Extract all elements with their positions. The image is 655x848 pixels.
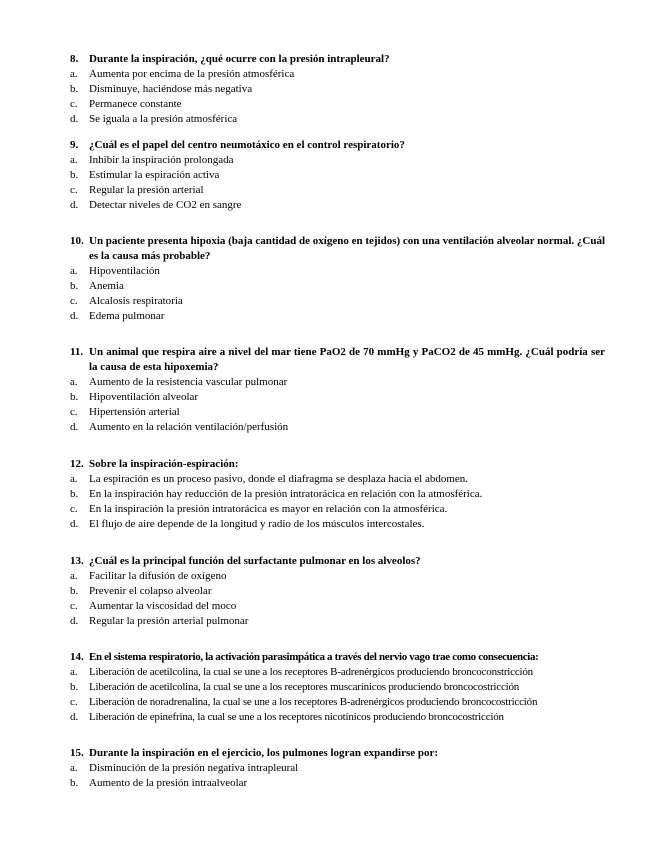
question-number: 11. [70,346,84,358]
option-a [0,761,655,776]
option-letter: b. [70,681,79,693]
question-number: 15. [70,747,84,759]
option-b [0,279,655,294]
option-text: Prevenir el colapso alveolar [89,585,212,597]
question-text: Un paciente presenta hipoxia (baja cantidad de oxígeno en tejidos) con una ventilación alveolar normal. ¿Cuál es la causa más probable? [89,235,606,262]
option-c [0,599,655,614]
option-b [0,390,655,405]
option-letter: a. [70,762,78,774]
question-number: 14. [70,651,84,663]
option-a [0,153,655,168]
question-number: 13. [70,555,84,567]
question-text: ¿Cuál es el papel del centro neumotáxico en el control respiratorio? [89,139,405,151]
option-d [0,198,655,213]
option-b [0,776,655,791]
option-d [0,112,655,127]
option-letter: c. [70,406,78,418]
option-text: El flujo de aire depende de la longitud y radio de los músculos intercostales. [89,518,425,530]
option-letter: b. [70,169,79,181]
option-b [0,584,655,599]
option-text: Regular la presión arterial pulmonar [89,615,249,627]
question-11 [0,345,655,435]
option-text: Disminución de la presión negativa intrapleural [89,762,299,774]
option-letter: d. [70,518,79,530]
option-letter: d. [70,615,79,627]
option-text: Estimular la espiración activa [89,169,220,181]
option-c [0,405,655,420]
option-text: Aumenta por encima de la presión atmosférica [89,68,295,80]
option-letter: b. [70,83,79,95]
option-a [0,67,655,82]
question-10 [0,234,655,324]
option-text: Alcalosis respiratoria [89,295,183,307]
option-c [0,695,655,710]
option-text: Permanece constante [89,98,182,110]
option-d [0,420,655,435]
question-8 [0,52,655,127]
option-letter: c. [70,184,78,196]
option-text: Inhibir la inspiración prolongada [89,154,234,166]
option-d [0,710,655,725]
option-text: Liberación de epinefrina, la cual se une a los receptores nicotínicos produciendo broncocostricción [89,711,504,723]
option-letter: d. [70,113,79,125]
question-text: Sobre la inspiración-espiración: [89,458,239,470]
option-b [0,487,655,502]
option-c [0,183,655,198]
option-text: Aumento de la presión intraalveolar [89,777,248,789]
option-letter: d. [70,711,79,723]
option-text: Se iguala a la presión atmosférica [89,113,238,125]
option-text: Hipertensión arterial [89,406,180,418]
question-number: 8. [70,53,79,65]
option-b [0,82,655,97]
option-text: Aumento en la relación ventilación/perfusión [89,421,289,433]
question-13 [0,554,655,629]
option-a [0,264,655,279]
option-letter: b. [70,585,79,597]
option-text: Liberación de noradrenalina, la cual se une a los receptores B-adrenérgicos produciendo broncocostricción [89,696,538,708]
option-d [0,517,655,532]
option-a [0,569,655,584]
option-text: Liberación de acetilcolina, la cual se une a los receptores muscarínicos produciendo broncocostricción [89,681,520,693]
question-14 [0,650,655,725]
option-letter: a. [70,473,78,485]
option-letter: c. [70,295,78,307]
question-number: 12. [70,458,84,470]
option-text: En la inspiración hay reducción de la presión intratorácica en relación con la atmosférica. [89,488,483,500]
option-letter: d. [70,421,79,433]
option-c [0,502,655,517]
option-text: Edema pulmonar [89,310,165,322]
option-letter: d. [70,310,79,322]
option-letter: a. [70,570,78,582]
option-text: En la inspiración la presión intratorácica es mayor en relación con la atmosférica. [89,503,448,515]
option-letter: a. [70,666,78,678]
option-c [0,294,655,309]
question-12 [0,457,655,532]
option-text: Anemia [89,280,124,292]
question-15 [0,746,655,791]
option-text: Facilitar la difusión de oxígeno [89,570,227,582]
question-number: 9. [70,139,79,151]
option-text: Aumentar la viscosidad del moco [89,600,237,612]
option-letter: a. [70,265,78,277]
option-a [0,472,655,487]
option-d [0,614,655,629]
option-text: Detectar niveles de CO2 en sangre [89,199,242,211]
option-c [0,97,655,112]
question-text: ¿Cuál es la principal función del surfactante pulmonar en los alveolos? [89,555,421,567]
option-b [0,168,655,183]
option-text: Regular la presión arterial [89,184,204,196]
question-text: Un animal que respira aire a nivel del mar tiene PaO2 de 70 mmHg y PaCO2 de 45 mmHg. ¿Cuál podría ser la causa de esta hipoxemia? [89,346,605,373]
question-text: En el sistema respiratorio, la activación parasimpática a través del nervio vago trae como consecuencia: [89,651,539,663]
option-letter: b. [70,488,79,500]
option-text: La espiración es un proceso pasivo, donde el diafragma se desplaza hacia el abdomen. [89,473,469,485]
option-b [0,680,655,695]
option-letter: c. [70,600,78,612]
option-letter: b. [70,280,79,292]
option-text: Aumento de la resistencia vascular pulmonar [89,376,288,388]
option-a [0,375,655,390]
option-text: Hipoventilación [89,265,160,277]
option-letter: a. [70,68,78,80]
option-letter: c. [70,696,78,708]
option-letter: a. [70,376,78,388]
option-a [0,665,655,680]
question-text: Durante la inspiración, ¿qué ocurre con la presión intrapleural? [89,53,390,65]
option-text: Hipoventilación alveolar [89,391,199,403]
question-number: 10. [70,235,84,247]
option-letter: a. [70,154,78,166]
option-letter: d. [70,199,79,211]
option-letter: b. [70,391,79,403]
question-text: Durante la inspiración en el ejercicio, los pulmones logran expandirse por: [89,747,439,759]
option-letter: c. [70,503,78,515]
option-text: Disminuye, haciéndose más negativa [89,83,253,95]
question-9 [0,138,655,213]
option-text: Liberación de acetilcolina, la cual se une a los receptores B-adrenérgicos produciendo broncoconstricción [89,666,533,678]
option-letter: c. [70,98,78,110]
option-d [0,309,655,324]
option-letter: b. [70,777,79,789]
